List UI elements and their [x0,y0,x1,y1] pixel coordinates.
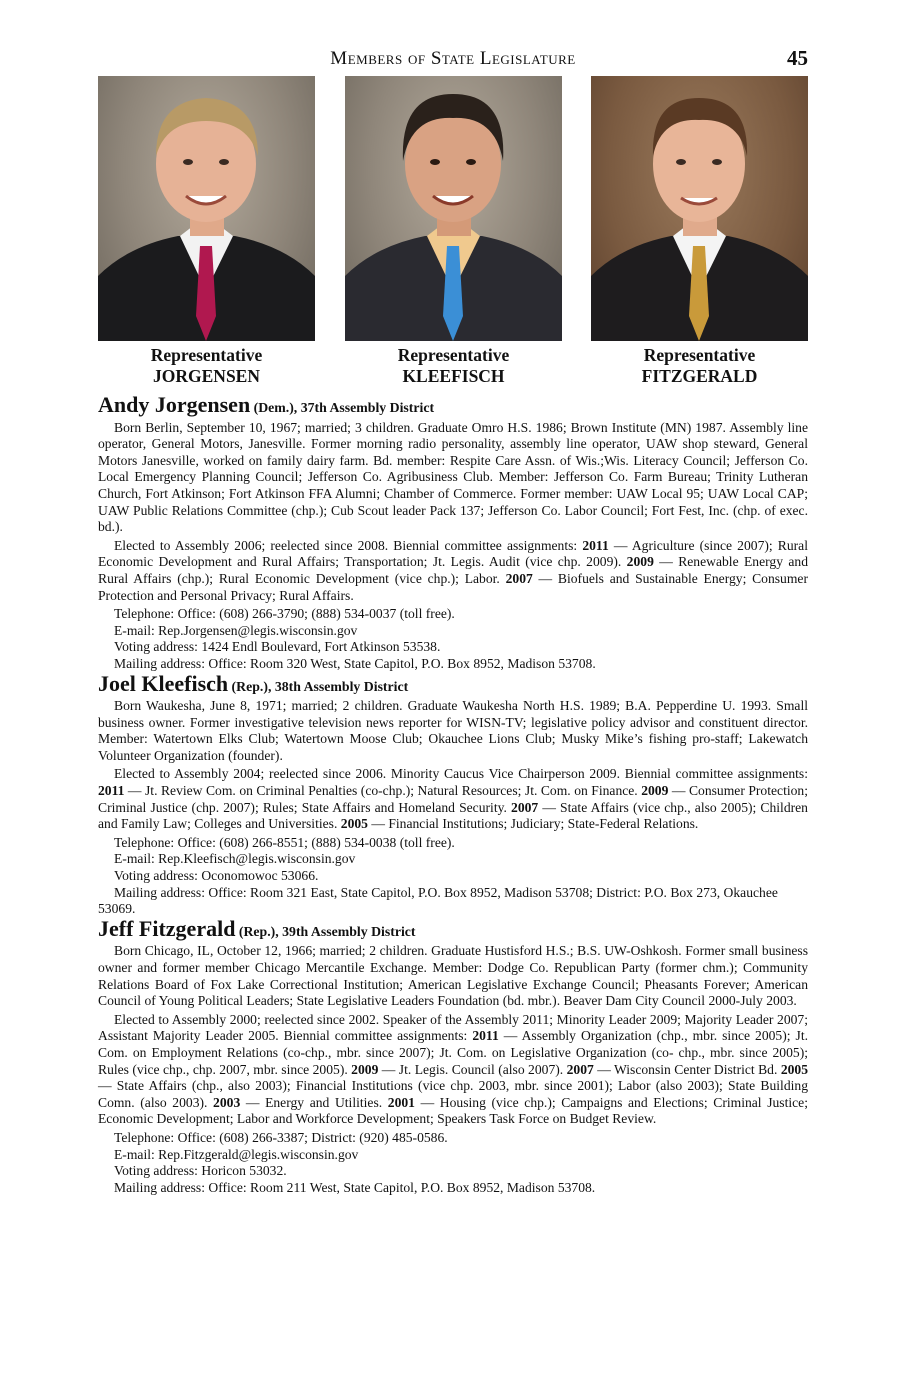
service-paragraph [98,538,808,604]
party-district: (Rep.), 38th Assembly District [231,678,409,694]
portrait-caption [345,345,562,387]
service-text: — Consumer Protection; Criminal Justice (chp. 2007); Rules; State Affairs and Homeland Security. [98,783,808,815]
committee-year: 2009 [351,1061,379,1077]
bio-fitzgerald [98,915,808,1197]
biographies [98,392,808,1199]
committee-year: 2007 [511,799,539,815]
personal-paragraph: Born Waukesha, June 8, 1971; married; 2 children. Graduate Waukesha North H.S. 1989; B.A. Pepperdine U. 1993. Small business owner. Former investigative television news reporter for WISN-TV; legislative policy advisor and constituent director. Member: Watertown Elks Club; Watertown Moose Club; Okauchee Lions Club; Musky Mike’s fishing pro-staff; Lakewatch Volunteer Organization (founder). [98,698,808,763]
committee-year: 2005 [340,816,368,832]
email-line: E-mail: Rep.Jorgensen@legis.wisconsin.gov [114,622,358,638]
party-district: (Rep.), 39th Assembly District [238,923,416,939]
service-paragraph [98,1012,808,1128]
portrait-caption [98,345,315,387]
committee-year: 2011 [472,1028,499,1044]
committee-year: 2001 [387,1094,415,1110]
email-line: E-mail: Rep.Kleefisch@legis.wisconsin.gov [114,851,356,867]
voting-address-line: Voting address: Oconomowoc 53066. [114,868,319,884]
portrait-fitzgerald [591,76,808,387]
portrait-caption [591,345,808,387]
portrait-illustration [345,76,562,341]
committee-year: 2011 [98,783,125,799]
service-text: Elected to Assembly 2000; reelected since 2002. Speaker of the Assembly 2011; Minority Leader 2009; Majority Leader 2007; Assistant Majority Leader 2005. Biennial committee assignments: [98,1011,808,1044]
mailing-address-line: Mailing address: Office: Room 321 East, State Capitol, P.O. Box 8952, Madison 53708; District: P.O. Box 273, Okauchee 53069. [98,884,778,917]
caption-name: KLEEFISCH [402,366,505,386]
service-text: — Jt. Legis. Council (also 2007). [378,1061,567,1077]
page-number: 45 [787,46,808,70]
bio-heading [98,392,808,417]
service-text: — Assembly Organization (chp., mbr. since 2005); Jt. Com. on Employment Relations (co-chp., mbr. since 2007); Jt. Com. on Legislative Organization (co- chp., mbr. since 2005); Rules (vice chp., chp. 2007, mbr. since 2005). [98,1028,808,1077]
portrait-kleefisch [345,76,562,387]
telephone-line: Telephone: Office: (608) 266-3387; District: (920) 485-0586. [114,1129,448,1145]
page-header [98,44,808,70]
mailing-address-line: Mailing address: Office: Room 320 West, State Capitol, P.O. Box 8952, Madison 53708. [114,655,596,671]
member-name: Jeff Fitzgerald [98,915,236,941]
service-text: — Agriculture (since 2007); Rural Economic Development and Rural Affairs; Transportation; Jt. Legis. Audit (vice chp. 2009). [98,537,808,570]
caption-title: Representative [643,345,756,365]
service-text: — State Affairs (vice chp., also 2005); Children and Family Law; Colleges and Universities. [98,799,808,832]
bio-heading [98,915,808,941]
telephone-line: Telephone: Office: (608) 266-8551; (888) 534-0038 (toll free). [114,834,455,850]
personal-paragraph: Born Berlin, September 10, 1967; married; 3 children. Graduate Omro H.S. 1986; Brown Institute (MN) 1987. Assembly line operator, General Motors, Janesville. Former morning radio personality, assembly line operator, UAW shop steward, General Motors Janesville, worked on family dairy farm. Bd. member: Respite Care Assn. of Wis.;Wis. Literacy Council; Jefferson Co. Local Emergency Planning Council; Jefferson Co. Agribusiness Club. Member: Jefferson Co. Farm Bureau; Trinity Lutheran Church, Fort Atkinson; Fort Atkinson FFA Alumni; Chamber of Commerce. Former member: UAW Local 95; UAW Local CAP; UAW Public Relations Committee (chp.); Cub Scout leader Pack 137; Jefferson Co. Labor Council; Fort Fest, Inc. (chp. of exec. bd.). [98,419,808,535]
portrait-illustration [98,76,315,341]
party-district: (Dem.), 37th Assembly District [253,400,435,415]
portrait-jorgensen [98,76,315,387]
member-name: Andy Jorgensen [98,392,251,417]
portrait-illustration [591,76,808,341]
service-text: — Wisconsin Center District Bd. [593,1061,781,1077]
email-line: E-mail: Rep.Fitzgerald@legis.wisconsin.gov [114,1146,359,1162]
service-text: — Jt. Review Com. on Criminal Penalties (co-chp.); Natural Resources; Jt. Com. on Finance. [124,783,642,799]
telephone-line: Telephone: Office: (608) 266-3790; (888) 534-0037 (toll free). [114,606,455,622]
committee-year: 2005 [780,1061,808,1077]
caption-name: JORGENSEN [153,366,260,386]
service-text: — Biofuels and Sustainable Energy; Consumer Protection and Personal Privacy; Rural Affairs. [98,570,808,603]
service-paragraph [98,766,808,832]
service-text: — State Affairs (chp., also 2003); Financial Institutions (vice chp. 2003, mbr. since 2001); Labor (also 2003); State Building Comn. (also 2003). [98,1078,808,1110]
service-text: Elected to Assembly 2006; reelected since 2008. Biennial committee assignments: [114,537,583,553]
portrait-photo [98,76,315,341]
personal-paragraph: Born Chicago, IL, October 12, 1966; married; 2 children. Graduate Hustisford H.S.; B.S. UW-Oshkosh. Former small business owner and former member Chicago Mercantile Exchange. Member: Dodge Co. Republican Party (former chm.); Community Relations Board of Fox Lake Correctional Institution; American Legislative Exchange Council; Pheasants Forever; American Council of Young Political Leaders; State Legislative Leaders Foundation (bd. mbr.). Beaver Dam City Council 2000-July 2003. [98,943,808,1009]
caption-title: Representative [150,345,263,365]
portrait-photo [591,76,808,341]
committee-year: 2009 [626,554,654,570]
bio-heading [98,670,808,696]
service-text: Elected to Assembly 2004; reelected since 2006. Minority Caucus Vice Chairperson 2009. Biennial committee assignments: [114,766,808,782]
committee-year: 2007 [505,570,533,586]
service-text: — Housing (vice chp.); Campaigns and Elections; Criminal Justice; Economic Development; Labor and Workforce Development; Speakers Task Force on Budget Review. [98,1094,808,1127]
caption-title: Representative [397,345,510,365]
member-name: Joel Kleefisch [98,670,229,696]
running-header-title: Members of State Legislature [330,48,576,69]
committee-year: 2007 [566,1061,594,1077]
bio-jorgensen [98,392,808,673]
voting-address-line: Voting address: Horicon 53032. [114,1163,287,1179]
bio-kleefisch [98,670,808,918]
voting-address-line: Voting address: 1424 Endl Boulevard, Fort Atkinson 53538. [114,639,441,655]
service-text: — Financial Institutions; Judiciary; State-Federal Relations. [367,816,699,832]
caption-name: FITZGERALD [641,366,758,386]
service-text: — Energy and Utilities. [240,1094,388,1110]
mailing-address-line: Mailing address: Office: Room 211 West, State Capitol, P.O. Box 8952, Madison 53708. [114,1179,596,1195]
committee-year: 2003 [213,1094,241,1110]
committee-year: 2011 [582,537,609,553]
portrait-photo [345,76,562,341]
service-text: — Renewable Energy and Rural Affairs (chp.); Rural Economic Development (vice chp.); Labor. [98,554,808,586]
committee-year: 2009 [641,783,669,799]
